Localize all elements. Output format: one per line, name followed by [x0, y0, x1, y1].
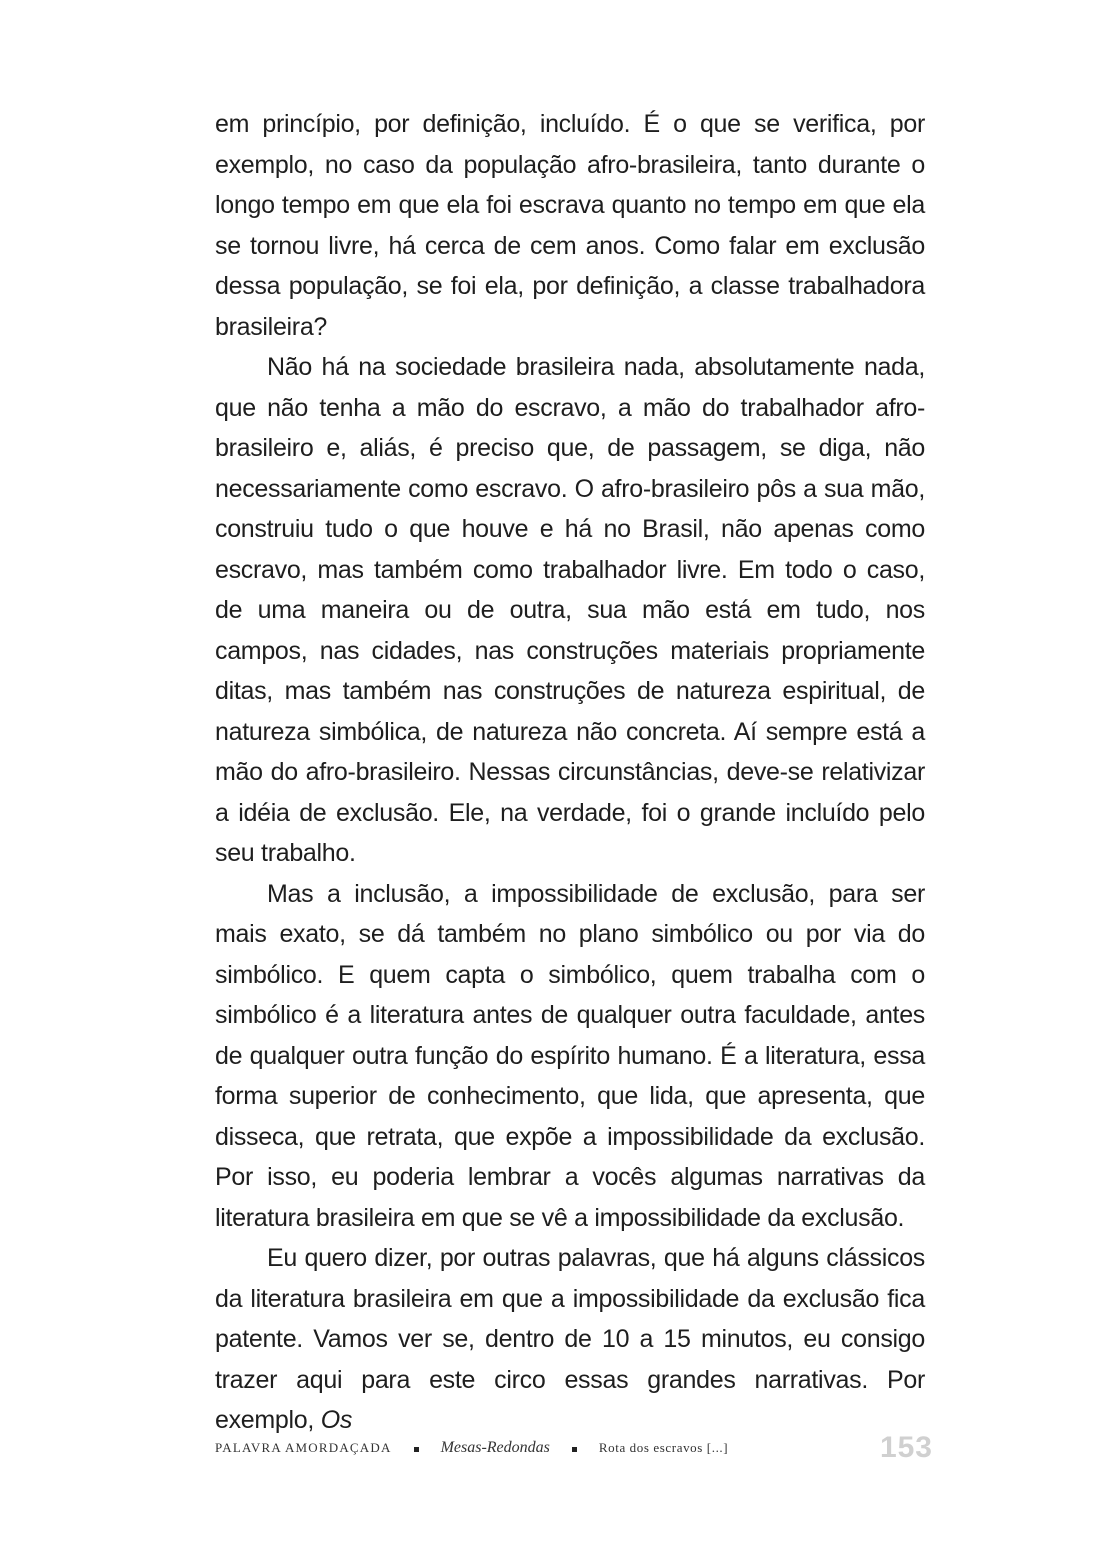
paragraph-3-text: Mas a inclusão, a impossibilidade de exclusão, para ser mais exato, se dá também no plano simbólico ou por via do simbólico. E quem capta o simbólico, quem trabalha com o simbólico é a literatura antes de qualquer outra faculdade, antes de qualquer outra função do espírito humano. É a literatura, essa forma superior de conhecimento, que lida, que apresenta, que disseca, que retrata, que expõe a impossibilidade da exclusão. Por isso, eu poderia lembrar a vocês algumas narrativas da literatura brasileira em que se vê a impossibilidade da exclusão.: [215, 879, 925, 1232]
paragraph-2-text: Não há na sociedade brasileira nada, absolutamente nada, que não tenha a mão do escravo, a mão do trabalhador afro-brasileiro e, aliás, é preciso que, de passagem, se diga, não necessariamente como escravo. O afro-brasileiro pôs a sua mão, construiu tudo o que houve e há no Brasil, não apenas como escravo, mas também como trabalhador livre. Em todo o caso, de uma maneira ou de outra, sua mão está em tudo, nos campos, nas cidades, nas construções materiais propriamente ditas, mas também nas construções de natureza espiritual, de natureza simbólica, de natureza não concreta. Aí sempre está a mão do afro-brasileiro. Nessas circunstâncias, deve-se relativizar a idéia de exclusão. Ele, na verdade, foi o grande incluído pelo seu trabalho.: [215, 353, 925, 867]
footer-separator-dot: [414, 1447, 419, 1452]
page-number: 153: [879, 1431, 933, 1464]
running-footer: [215, 1428, 933, 1468]
paragraph-3: [215, 874, 925, 1239]
paragraph-4-italic-tail: Os: [320, 1406, 353, 1434]
paragraph-4: [215, 1238, 925, 1441]
paragraph-2: [215, 347, 925, 874]
footer-book-title: PALAVRA AMORDAÇADA: [215, 1440, 392, 1455]
footer-separator-dot: [572, 1447, 577, 1452]
paragraph-1-text: em princípio, por definição, incluído. É o que se verifica, por exemplo, no caso da população afro-brasileira, tanto durante o longo tempo em que ela foi escrava quanto no tempo em que ela se tornou livre, há cerca de cem anos. Como falar em exclusão dessa população, se foi ela, por definição, a classe trabalhadora brasileira?: [215, 110, 925, 341]
footer-section: Mesas-Redondas: [440, 1439, 550, 1456]
paragraph-4-text: Eu quero dizer, por outras palavras, que há alguns clássicos da literatura brasileira em que a impossibilidade da exclusão fica patente. Vamos ver se, dentro de 10 a 15 minutos, eu consigo trazer aqui para este circo essas grandes narrativas. Por exemplo,: [215, 1244, 925, 1434]
body-text: [215, 104, 925, 1441]
footer-chapter: Rota dos escravos [...]: [598, 1440, 729, 1455]
paragraph-1: [215, 104, 925, 347]
